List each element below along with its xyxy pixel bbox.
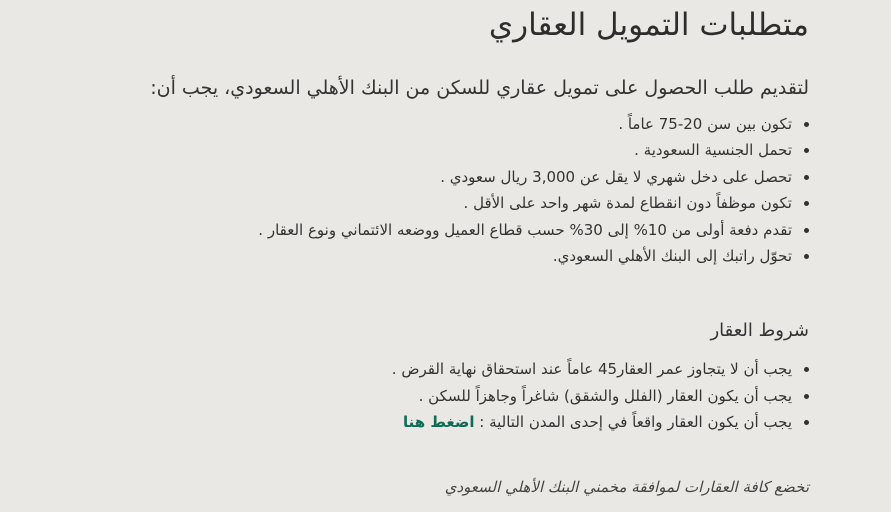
property-condition-city-text: يجب أن يكون العقار واقعاً في إحدى المدن التالية : xyxy=(479,413,792,432)
click-here-link[interactable]: اضغط هنا xyxy=(402,413,475,432)
page-title: متطلبات التمويل العقاري xyxy=(488,7,809,43)
requirement-income: تحصل على دخل شهري لا يقل عن 3,000 ريال سعودي . xyxy=(109,164,809,190)
property-condition-city xyxy=(109,409,809,435)
requirement-employment: تكون موظفاً دون انقطاع لمدة شهر واحد على الأقل . xyxy=(109,190,809,216)
requirement-down-payment: تقدم دفعة أولى من 10% إلى 30% حسب قطاع العميل ووضعه الائتماني ونوع العقار . xyxy=(109,217,809,243)
requirements-list xyxy=(109,111,809,269)
property-condition-age: يجب أن لا يتجاوز عمر العقار45 عاماً عند استحقاق نهاية القرض . xyxy=(109,356,809,382)
property-conditions-heading: شروط العقار xyxy=(710,320,809,342)
requirement-salary-transfer: تحوّل راتبك إلى البنك الأهلي السعودي. xyxy=(109,243,809,269)
valuation-note: تخضع كافة العقارات لموافقة مخمني البنك الأهلي السعودي xyxy=(444,477,809,496)
requirement-age: تكون بين سن 20-75 عاماً . xyxy=(109,111,809,137)
intro-text: لتقديم طلب الحصول على تمويل عقاري للسكن من البنك الأهلي السعودي، يجب أن: xyxy=(150,77,809,99)
requirement-nationality: تحمل الجنسية السعودية . xyxy=(109,137,809,163)
property-conditions-list xyxy=(109,356,809,435)
mortgage-requirements-content xyxy=(109,0,809,500)
property-condition-vacant: يجب أن يكون العقار (الفلل والشقق) شاغراً وجاهزاً للسكن . xyxy=(109,383,809,409)
